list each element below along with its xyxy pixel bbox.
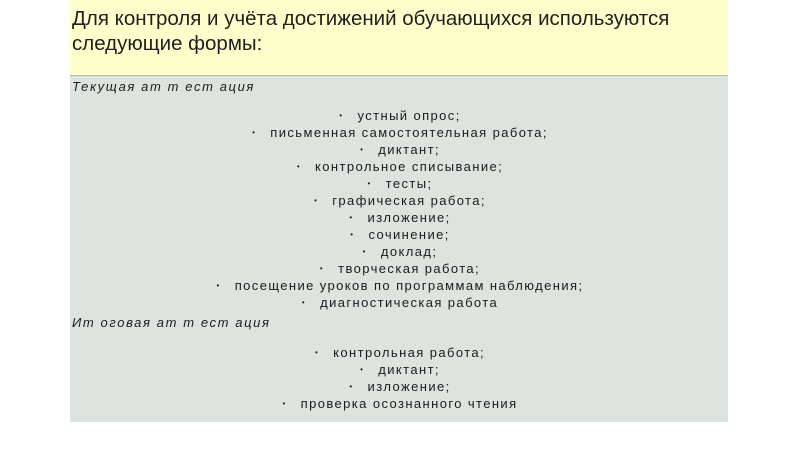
bullet-icon: •: [362, 247, 367, 256]
list-item: [217, 277, 584, 294]
bullet-icon: •: [301, 298, 307, 307]
list-item-label: проверка осознанного чтения: [300, 396, 518, 411]
list-item: [320, 260, 480, 277]
list-item-label: сочинение;: [368, 227, 450, 242]
list-item: [349, 209, 450, 226]
bullet-icon: •: [252, 128, 257, 137]
bullet-icon: •: [350, 230, 355, 239]
list-item: [360, 141, 440, 158]
list-item: [282, 395, 517, 412]
list-item-label: письменная самостоятельная работа;: [270, 125, 548, 140]
list-item-label: диктант;: [378, 142, 440, 157]
list-item-label: доклад;: [380, 244, 438, 259]
list-item-label: изложение;: [367, 210, 451, 225]
list-item: [302, 294, 498, 311]
content-box: [70, 76, 728, 422]
list-item: [252, 124, 548, 141]
bullet-icon: •: [349, 213, 354, 222]
bullet-icon: •: [360, 145, 365, 154]
list-item-label: тесты;: [385, 176, 433, 191]
list-item: [360, 361, 440, 378]
bullet-icon: •: [367, 179, 372, 188]
bullet-icon: •: [349, 382, 354, 391]
list-item: [350, 226, 450, 243]
list-item-label: творческая работа;: [338, 261, 481, 276]
bullet-icon: •: [339, 111, 344, 120]
section-heading-final: Ит оговая ат т ест ация: [72, 315, 271, 330]
bullet-icon: •: [282, 399, 287, 408]
bullet-icon: •: [296, 162, 302, 171]
section-heading-current: Текущая ат т ест ация: [72, 79, 255, 94]
list-item: [363, 243, 438, 260]
list-item: [297, 158, 503, 175]
list-item-label: контрольное списывание;: [315, 159, 504, 174]
list-item: [314, 192, 486, 209]
bullet-icon: •: [216, 281, 221, 290]
list-item-label: устный опрос;: [357, 108, 461, 123]
list-item-label: диктант;: [378, 362, 440, 377]
list-item: [339, 107, 460, 124]
bullet-icon: •: [314, 196, 319, 205]
list-item: [367, 175, 432, 192]
bullet-icon: •: [360, 365, 365, 374]
title-box: [70, 0, 728, 76]
list-item: [315, 344, 485, 361]
list-item-label: графическая работа;: [332, 193, 486, 208]
slide-title: Для контроля и учёта достижений обучающихся используются следующие формы:: [72, 7, 670, 55]
bullet-icon: •: [314, 348, 320, 357]
list-item-label: диагностическая работа: [320, 295, 499, 310]
list-item-label: изложение;: [367, 379, 451, 394]
list-item-label: контрольная работа;: [333, 345, 486, 360]
bullet-icon: •: [319, 264, 325, 273]
list-item: [349, 378, 450, 395]
list-item-label: посещение уроков по программам наблюдения;: [234, 278, 584, 293]
